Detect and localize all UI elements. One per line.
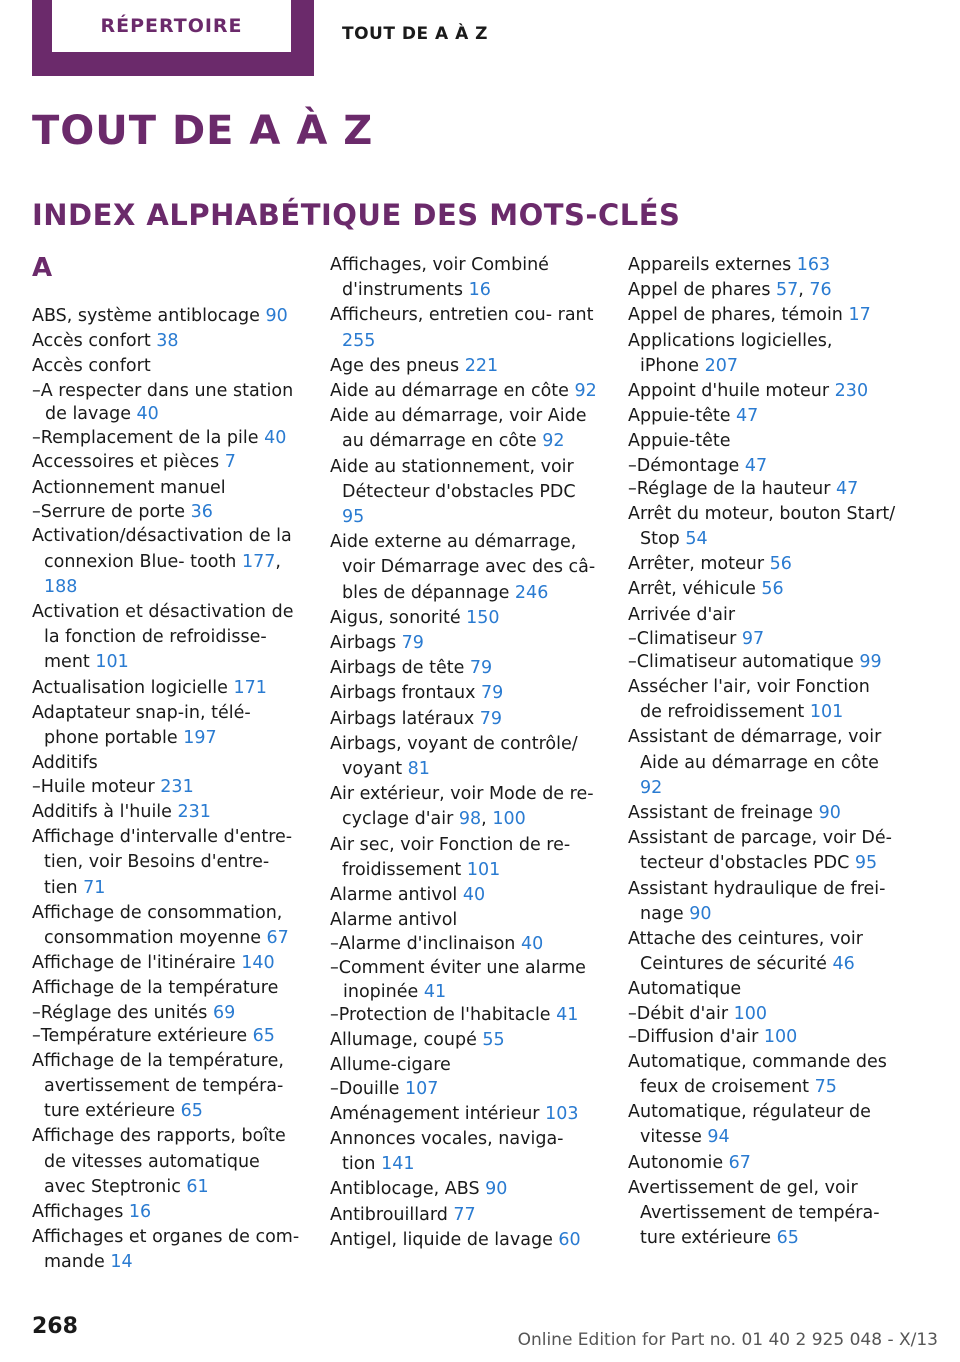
index-entry-text: Allumage, coupé — [330, 1029, 483, 1050]
page-reference-link[interactable]: 90 — [485, 1179, 508, 1200]
page-reference-link[interactable]: 90 — [265, 306, 288, 326]
index-entry — [628, 1151, 896, 1176]
page-reference-link[interactable]: 40 — [136, 404, 159, 425]
index-entry — [330, 1053, 598, 1078]
index-entry-text: Démontage — [636, 455, 745, 476]
index-entry — [32, 951, 300, 976]
index-entry-text: Diffusion d'air — [636, 1027, 764, 1048]
page-number: 268 — [32, 1314, 78, 1339]
page-title: TOUT DE A À Z — [32, 108, 374, 154]
index-column-2 — [330, 253, 598, 1253]
edition-footer: Online Edition for Part no. 01 40 2 925 048 - X/13 — [517, 1330, 938, 1350]
index-entry-text: Serrure de porte — [40, 501, 191, 522]
index-entry — [330, 681, 598, 706]
index-entry — [628, 253, 896, 278]
page-reference-link[interactable]: 79 — [401, 633, 424, 654]
index-entry — [330, 1102, 598, 1127]
page-reference-link[interactable]: 140 — [241, 953, 275, 974]
page-reference-link[interactable]: 38 — [156, 331, 179, 352]
index-entry-text: Assistant de parcage, voir Dé‐ tecteur d'obstacles PDC — [628, 828, 892, 874]
page-reference-link[interactable]: 141 — [381, 1154, 415, 1175]
index-entry-text: Appoint d'huile moteur — [628, 381, 835, 402]
index-entry: Air extérieur, voir Mode de re‐ cyclage d'air 98, 100 — [330, 784, 594, 830]
index-entry-text: Antiblocage, ABS — [330, 1179, 486, 1200]
page-reference-link[interactable]: 100 — [763, 1027, 798, 1048]
index-entry-text: Avertissement de gel, voir Avertissement de tempéra‐ ture extérieure — [628, 1177, 880, 1249]
section-tab-label: RÉPERTOIRE — [52, 0, 291, 52]
index-entry-text: Affichage de consommation, consommation moyenne — [32, 902, 283, 949]
page-reference-link[interactable]: 95 — [342, 507, 365, 528]
index-entry-text: Aménagement intérieur — [330, 1103, 546, 1124]
page-reference-link[interactable]: 77 — [453, 1204, 476, 1225]
page-reference-link[interactable]: 207 — [704, 355, 739, 376]
index-entry-text: Douille — [338, 1079, 405, 1100]
page-reference-link[interactable]: 47 — [836, 479, 859, 500]
index-entry-text: Antigel, liquide de lavage — [330, 1229, 559, 1250]
index-subentry — [32, 380, 300, 427]
index-entry-text: Accessoires et pièces — [32, 452, 225, 473]
page-reference-link[interactable]: 231 — [177, 802, 211, 823]
index-entry-text: Airbags — [330, 633, 402, 654]
index-entry — [330, 1177, 598, 1202]
index-entry-text: Aide au stationnement, voir Détecteur d'obstacles PDC — [330, 456, 576, 502]
index-entry — [32, 354, 300, 379]
index-entry-text: Arrêter, moteur — [628, 554, 770, 575]
page-reference-link[interactable]: 40 — [520, 934, 544, 955]
page-reference-link[interactable]: 221 — [464, 355, 499, 376]
index-entry-text: Alarme d'inclinaison — [338, 934, 521, 955]
index-entry-text: Activation/désactivation de la connexion Blue‐ tooth — [32, 526, 292, 572]
index-entry-text: Appareils externes — [628, 255, 797, 275]
page-reference-link[interactable]: 94 — [707, 1127, 730, 1148]
index-entry — [628, 329, 896, 379]
index-entry-text: A respecter dans une station de lavage — [40, 380, 294, 425]
index-subentry — [32, 1002, 300, 1026]
index-entry — [330, 404, 598, 454]
index-subentry — [628, 455, 896, 479]
index-entry — [628, 977, 896, 1002]
index-entry-text: Climatiseur — [636, 628, 742, 649]
index-entry-text: Airbags, voyant de contrôle/ voyant — [330, 733, 578, 780]
index-entry — [628, 379, 896, 404]
index-subentry — [330, 1004, 598, 1028]
index-entry-text: Affichage de la température — [32, 978, 279, 999]
index-column-3 — [628, 253, 896, 1251]
index-subentry — [330, 933, 598, 957]
index-entry — [628, 826, 896, 876]
index-entry — [32, 825, 300, 901]
index-subentry — [330, 957, 598, 1004]
page-reference-link[interactable]: 92 — [640, 777, 663, 798]
index-entry-text: Appuie-tête — [628, 406, 737, 427]
index-entry-text: Air sec, voir Fonction de re‐ froidissement — [330, 834, 571, 880]
index-entry-text: Actualisation logicielle — [32, 677, 234, 698]
index-entry-text: Applications logicielles, iPhone — [628, 330, 833, 376]
index-entry — [32, 450, 300, 475]
index-entry — [330, 833, 598, 883]
index-entry — [32, 329, 300, 354]
index-entry-text: Arrêt du moteur, bouton Start/ Stop — [628, 503, 896, 550]
page-reference-link[interactable]: 56 — [761, 579, 784, 600]
index-entry-text: Huile moteur — [40, 777, 161, 798]
index-entry — [32, 1200, 300, 1225]
index-entry-text: Comment éviter une alarme inopinée — [338, 958, 586, 1002]
index-entry-text: Air extérieur, voir Mode de re‐ cyclage d'air — [330, 784, 594, 830]
index-entry — [32, 901, 300, 951]
index-entry — [32, 1124, 300, 1200]
index-entry: Activation/désactivation de la connexion Blue‐ tooth 177, 188 — [32, 526, 292, 597]
index-entry-text: Affichage de la température, avertissement de tempéra‐ ture extérieure — [32, 1050, 284, 1122]
index-entry-text: Appel de phares — [628, 280, 776, 301]
index-entry-text: Assistant hydraulique de frei‐ nage — [628, 878, 886, 924]
page-reference-link[interactable]: 65 — [252, 1026, 275, 1047]
page-reference-link[interactable]: 92 — [574, 381, 597, 402]
index-subentry — [628, 628, 896, 652]
index-entry-text: Affichage de l'itinéraire — [32, 953, 242, 974]
index-entry — [330, 303, 598, 353]
page-reference-link[interactable]: 95 — [854, 853, 878, 874]
page-reference-link[interactable]: 255 — [342, 330, 376, 351]
index-entry-text: Autonomie — [628, 1152, 729, 1173]
page-reference-link[interactable]: 100 — [492, 809, 526, 830]
index-subentry — [32, 1025, 300, 1049]
index-entry — [330, 606, 598, 631]
page-reference-link[interactable]: 101 — [809, 702, 844, 723]
page-reference-link[interactable]: 97 — [741, 628, 765, 649]
page-reference-link[interactable]: 99 — [859, 652, 882, 673]
page-reference-link[interactable]: 76 — [809, 280, 832, 301]
index-entry — [628, 877, 896, 927]
index-entry-text: Additifs à l'huile — [32, 802, 178, 823]
page-reference-link[interactable]: 101 — [466, 859, 501, 880]
index-entry — [32, 600, 300, 676]
page-reference-link[interactable]: 197 — [183, 728, 217, 749]
page-reference-link[interactable]: 71 — [83, 877, 106, 898]
page-reference-link[interactable]: 150 — [466, 607, 500, 628]
index-entry — [628, 577, 896, 602]
page-reference-link[interactable]: 47 — [744, 455, 768, 476]
page-reference-link[interactable]: 90 — [818, 803, 841, 824]
index-entry — [330, 1228, 598, 1253]
index-entry — [32, 800, 300, 825]
index-entry-text: Protection de l'habitacle — [338, 1005, 557, 1026]
page-reference-link[interactable]: 61 — [186, 1176, 209, 1197]
index-subentry — [32, 501, 300, 525]
index-entry — [628, 801, 896, 826]
index-entry — [32, 676, 300, 701]
page-reference-link[interactable]: 47 — [736, 406, 759, 427]
page-reference-link[interactable]: 81 — [407, 759, 430, 780]
index-entry — [628, 1176, 896, 1252]
index-entry-text: Réglage de la hauteur — [636, 479, 836, 500]
index-entry-text: Airbags latéraux — [330, 708, 480, 729]
page-reference-link[interactable]: 107 — [404, 1079, 439, 1100]
index-entry-text: Débit d'air — [636, 1003, 734, 1024]
section-title: INDEX ALPHABÉTIQUE DES MOTS-CLÉS — [32, 198, 681, 232]
index-subentry — [628, 651, 896, 675]
page-reference-link[interactable]: 163 — [796, 255, 831, 275]
page-reference-link[interactable]: 79 — [469, 658, 493, 679]
index-entry — [628, 603, 896, 628]
index-entry — [330, 530, 598, 606]
index-entry-text: Aide au démarrage, voir Aide au démarrage en côte — [330, 406, 587, 452]
index-entry — [628, 1100, 896, 1150]
index-entry — [628, 552, 896, 577]
index-entry-text: Automatique — [628, 979, 742, 1000]
page-reference-link[interactable]: 17 — [848, 305, 871, 326]
page-reference-link[interactable]: 65 — [180, 1101, 203, 1122]
page-reference-link[interactable]: 55 — [482, 1029, 505, 1050]
page-reference-link[interactable]: 100 — [733, 1003, 768, 1024]
index-entry-text: Automatique, commande des feux de croisement — [628, 1051, 887, 1098]
index-subentry — [628, 478, 896, 502]
index-entry-text: Appel de phares, témoin — [628, 305, 849, 326]
page-reference-link[interactable]: 98 — [458, 809, 482, 830]
index-entry — [628, 429, 896, 454]
index-entry-text: Allume-cigare — [330, 1055, 451, 1076]
index-entry-text: Arrivée d'air — [628, 604, 736, 625]
page-reference-link[interactable]: 36 — [190, 501, 213, 522]
index-entry — [32, 1225, 300, 1275]
index-entry — [32, 976, 300, 1001]
page-reference-link[interactable]: 69 — [212, 1002, 236, 1023]
page-reference-link[interactable]: 7 — [224, 452, 236, 473]
index-entry — [628, 725, 896, 801]
page-reference-link[interactable]: 103 — [545, 1103, 579, 1124]
page-reference-link[interactable]: 16 — [468, 280, 491, 301]
index-entry — [628, 502, 896, 552]
index-entry: Appel de phares 57, 76 — [628, 280, 832, 301]
index-entry-text: Airbags de tête — [330, 658, 470, 679]
index-entry-text: Afficheurs, entretien cou‐ rant — [330, 305, 594, 326]
page-reference-link[interactable]: 79 — [481, 683, 504, 704]
index-entry-text: Assécher l'air, voir Fonction de refroidissement — [628, 677, 870, 723]
page-reference-link[interactable]: 90 — [689, 903, 712, 924]
index-entry-text: Automatique, régulateur de vitesse — [628, 1102, 871, 1148]
index-entry-text: Actionnement manuel — [32, 477, 226, 498]
section-tab[interactable] — [32, 0, 314, 76]
index-entry-text: Assistant de démarrage, voir Aide au démarrage en côte — [628, 727, 882, 773]
index-entry — [330, 354, 598, 379]
header-title: TOUT DE A À Z — [342, 24, 488, 44]
page-reference-link[interactable]: 41 — [423, 981, 447, 1002]
index-subentry — [32, 427, 300, 451]
page-reference-link[interactable]: 188 — [44, 576, 78, 597]
index-entry — [628, 404, 896, 429]
page-reference-link[interactable]: 92 — [542, 431, 565, 452]
index-entry-text: Température extérieure — [40, 1026, 253, 1047]
page-reference-link[interactable]: 231 — [160, 777, 194, 798]
index-entry-text: Appuie-tête — [628, 431, 731, 452]
index-entry-text: Alarme antivol — [330, 885, 463, 906]
index-entry-text: Climatiseur automatique — [636, 652, 860, 673]
page-reference-link[interactable]: 40 — [462, 885, 486, 906]
page-reference-link[interactable]: 67 — [266, 928, 289, 949]
index-entry-text: Affichages — [32, 1202, 129, 1223]
index-entry-text: Additifs — [32, 753, 98, 774]
index-entry — [330, 1127, 598, 1177]
index-letter-heading: A — [32, 253, 53, 283]
page-reference-link[interactable]: 65 — [776, 1228, 799, 1249]
index-entry — [330, 631, 598, 656]
index-entry-text: Antibrouillard — [330, 1204, 454, 1225]
index-entry — [32, 304, 300, 329]
page-reference-link[interactable]: 177 — [241, 551, 276, 572]
index-entry-text: Aide au démarrage en côte — [330, 381, 575, 402]
index-entry — [628, 303, 896, 328]
page-reference-link[interactable]: 75 — [814, 1077, 837, 1098]
index-entry — [330, 1203, 598, 1228]
index-entry-text: Age des pneus — [330, 355, 465, 376]
index-column-1 — [32, 253, 300, 1276]
index-entry-text: Alarme antivol — [330, 910, 458, 931]
index-entry — [628, 675, 896, 725]
index-subentry — [32, 776, 300, 800]
page-reference-link[interactable]: 14 — [110, 1252, 133, 1273]
page-reference-link[interactable]: 16 — [128, 1202, 152, 1223]
page-reference-link[interactable]: 56 — [769, 554, 792, 575]
index-entry — [628, 927, 896, 977]
index-entry-text: Aigus, sonorité — [330, 607, 467, 628]
index-entry — [330, 379, 598, 404]
page-reference-link[interactable]: 230 — [834, 381, 869, 402]
index-entry-text: Attache des ceintures, voir Ceintures de sécurité — [628, 929, 863, 975]
index-subentry — [330, 1078, 598, 1102]
index-entry — [330, 707, 598, 732]
index-entry — [330, 883, 598, 908]
index-entry — [330, 455, 598, 531]
index-entry — [32, 751, 300, 776]
index-entry — [330, 656, 598, 681]
index-entry-text: Réglage des unités — [40, 1002, 213, 1023]
index-entry-text: Affichage d'intervalle d'entre‐ tien, voir Besoins d'entre‐ tien — [32, 827, 293, 898]
index-entry-text: Activation et désactivation de la fonction de refroidisse‐ ment — [32, 602, 294, 673]
index-entry — [330, 908, 598, 933]
index-entry-text: Annonces vocales, naviga‐ tion — [330, 1129, 564, 1175]
page-reference-link[interactable]: 41 — [556, 1005, 579, 1026]
page-reference-link[interactable]: 46 — [832, 954, 855, 975]
index-entry-text: Assistant de freinage — [628, 803, 819, 824]
page-reference-link[interactable]: 40 — [264, 427, 287, 448]
index-entry — [32, 476, 300, 501]
page-reference-link[interactable]: 246 — [514, 582, 549, 603]
page-reference-link[interactable]: 60 — [558, 1229, 581, 1250]
index-entry-text: Adaptateur snap-in, télé‐ phone portable — [32, 702, 251, 749]
index-entry-text: Arrêt, véhicule — [628, 579, 762, 600]
page-reference-link[interactable]: 171 — [233, 677, 267, 698]
index-entry — [330, 253, 598, 303]
page-reference-link[interactable]: 67 — [728, 1152, 751, 1173]
index-entry — [628, 1050, 896, 1100]
index-entry-text: Accès confort — [32, 331, 157, 352]
index-entry — [32, 701, 300, 751]
page-reference-link[interactable]: 54 — [685, 529, 708, 550]
index-entry-text: Accès confort — [32, 356, 151, 377]
index-subentry — [628, 1003, 896, 1027]
index-entry-text: Affichages, voir Combiné d'instruments — [330, 255, 549, 301]
index-subentry — [628, 1026, 896, 1050]
index-entry-text: Aide externe au démarrage, voir Démarrage avec des câ‐ bles de dépannage — [330, 532, 596, 603]
page-reference-link[interactable]: 57 — [776, 280, 799, 301]
index-entry-text: Airbags frontaux — [330, 683, 482, 704]
page-reference-link[interactable]: 79 — [479, 708, 503, 729]
index-entry — [330, 732, 598, 782]
index-entry-text: ABS, système antiblocage — [32, 306, 266, 326]
index-entry-text: Affichages et organes de com‐ mande — [32, 1227, 300, 1273]
index-entry — [32, 1049, 300, 1125]
index-entry — [330, 1028, 598, 1053]
index-entry-text: Affichage des rapports, boîte de vitesses automatique avec Steptronic — [32, 1126, 286, 1197]
page-reference-link[interactable]: 101 — [95, 652, 129, 673]
index-entry-text: Remplacement de la pile — [40, 427, 265, 448]
